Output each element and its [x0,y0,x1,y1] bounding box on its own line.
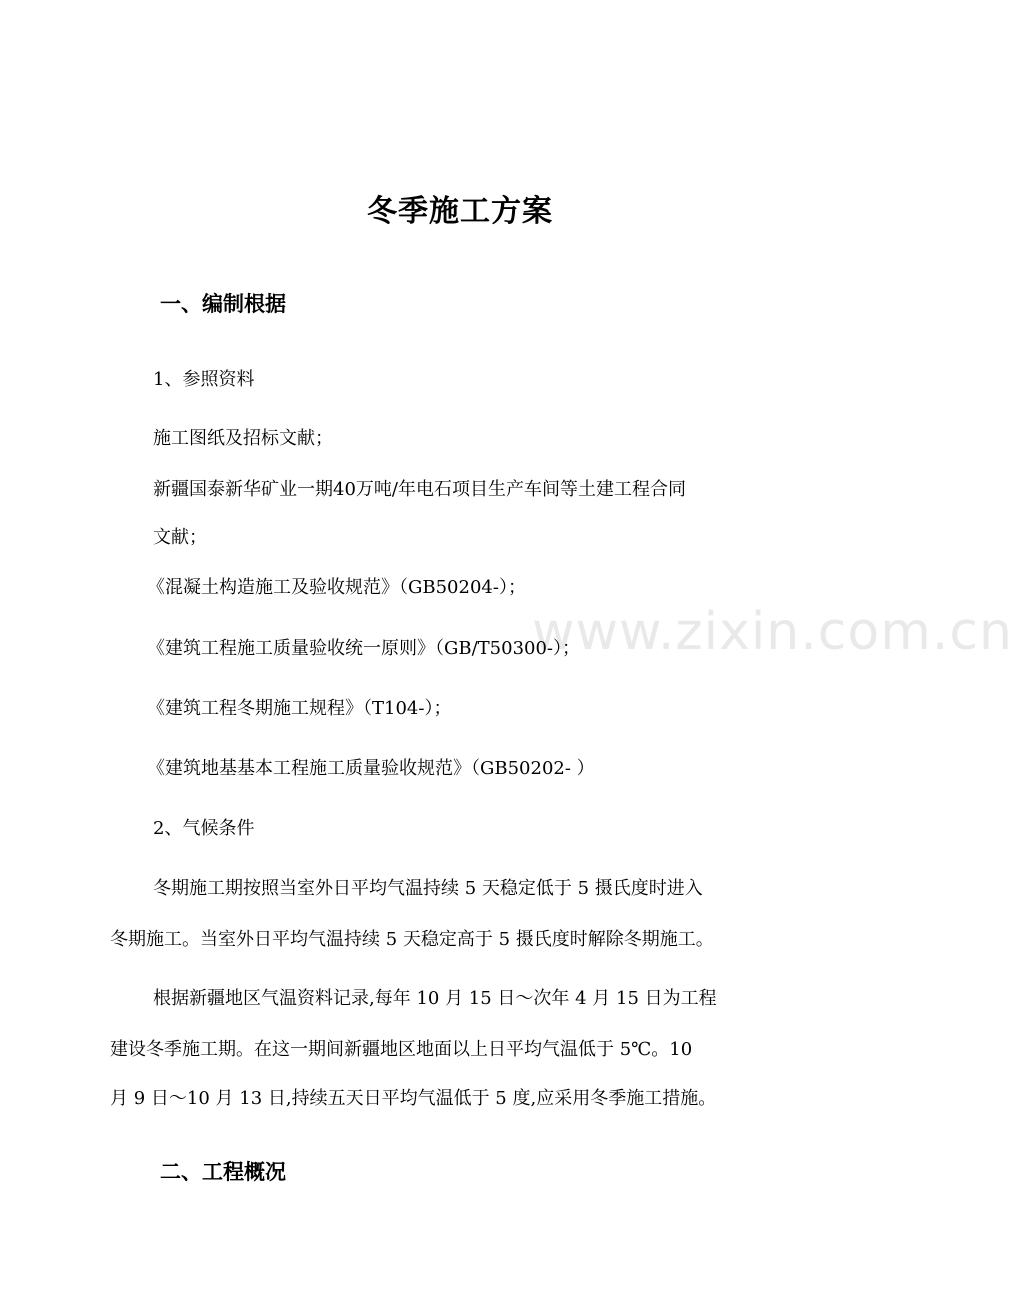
watermark: www.zixin.com.cn [532,602,1013,662]
subheading-references: 1、参照资料 [153,369,255,390]
reference-line: 《建筑工程施工质量验收统一原则》（GB/T50300-）； [147,638,581,659]
paragraph-line: 月 9 日～10 月 13 日,持续五天日平均气温低于 5 度,应采用冬季施工措施。 [110,1088,717,1109]
reference-line: 新疆国泰新华矿业一期40万吨/年电石项目生产车间等土建工程合同 [153,479,686,500]
reference-line: 施工图纸及招标文献； [153,428,333,449]
reference-line: 《建筑地基基本工程施工质量验收规范》（GB50202- ） [147,758,595,779]
document-title: 冬季施工方案 [367,194,553,229]
section-heading-2: 二、工程概况 [160,1160,286,1184]
section-heading-1: 一、编制根据 [160,292,286,316]
paragraph-line: 建设冬季施工期。在这一期间新疆地区地面以上日平均气温低于 5℃。10 [110,1039,693,1060]
reference-line: 《建筑工程冬期施工规程》（T104-）； [147,698,452,719]
reference-line: 《混凝土构造施工及验收规范》（GB50204-）； [147,577,526,598]
paragraph-line: 冬期施工期按照当室外日平均气温持续 5 天稳定低于 5 摄氏度时进入 [153,878,703,899]
paragraph-line: 根据新疆地区气温资料记录,每年 10 月 15 日～次年 4 月 15 日为工程 [153,988,717,1009]
paragraph-line: 冬期施工。当室外日平均气温持续 5 天稳定高于 5 摄氏度时解除冬期施工。 [110,929,714,950]
reference-line: 文献； [153,527,207,548]
subheading-climate: 2、气候条件 [153,818,255,839]
